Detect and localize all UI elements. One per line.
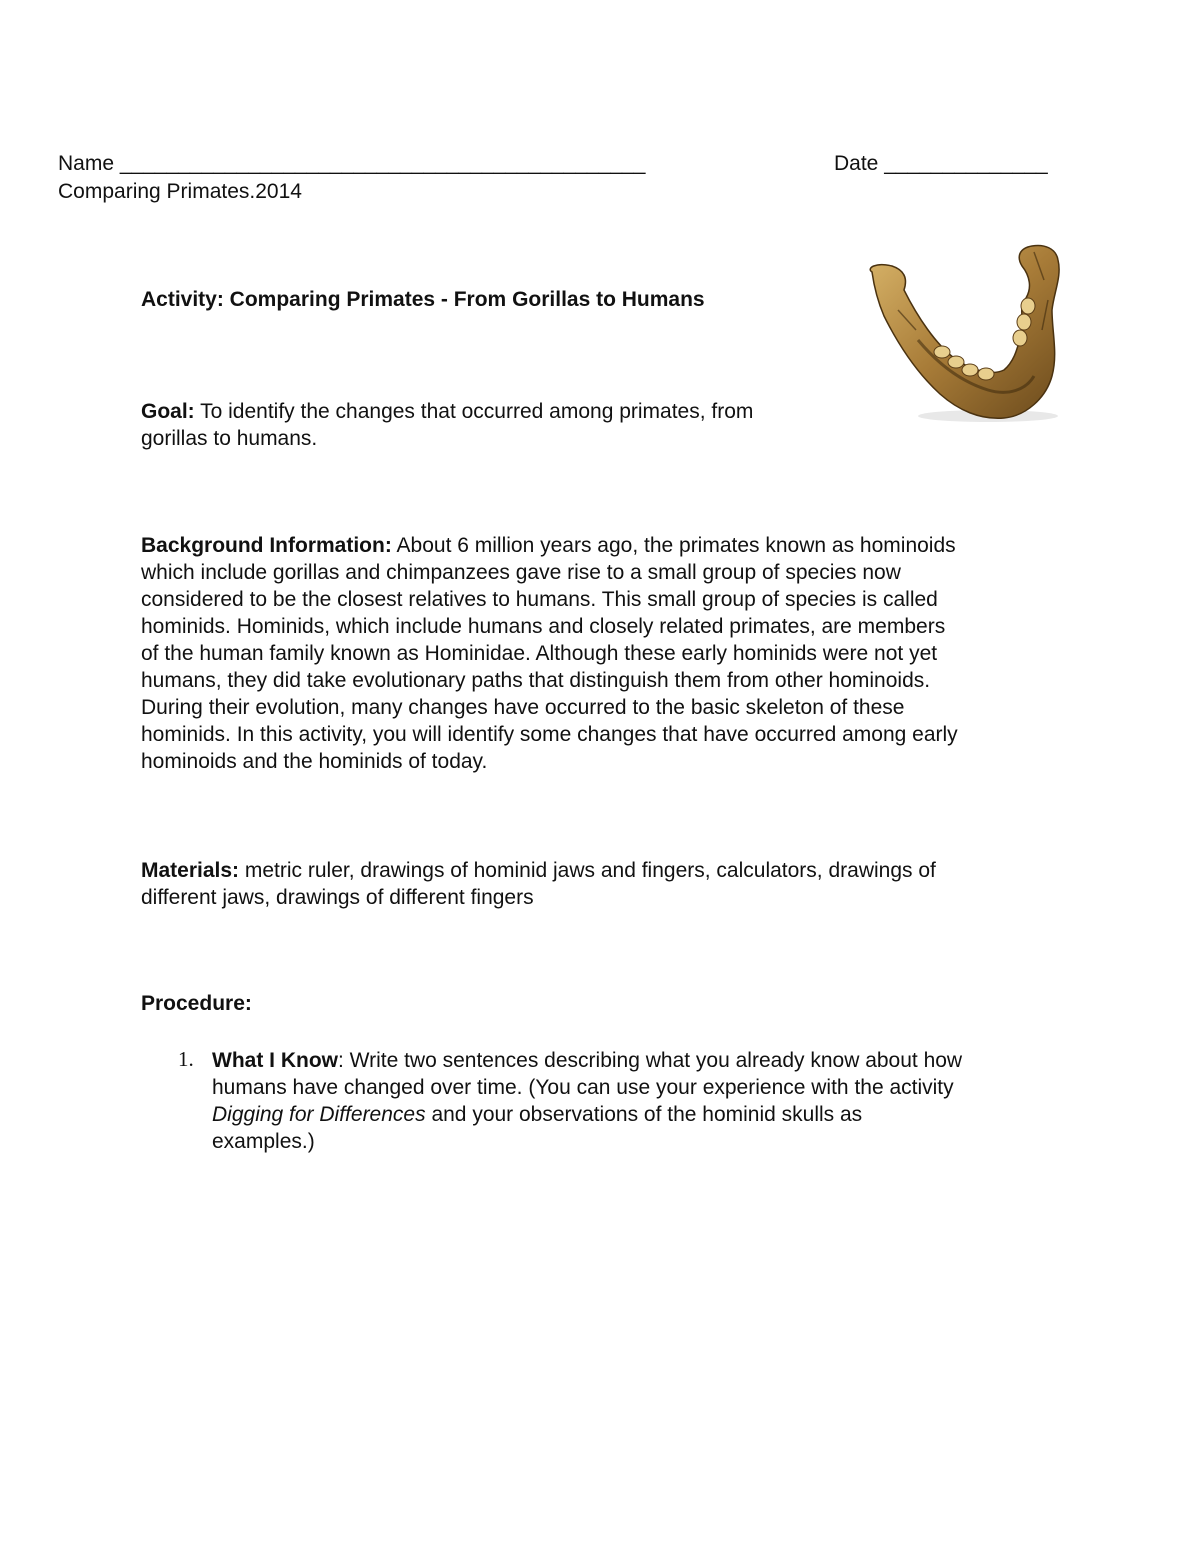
activity-title: Activity: Comparing Primates - From Gorillas to Humans [141,288,705,311]
background-line: which include gorillas and chimpanzees gave rise to a small group of species now [141,561,901,584]
goal-label: Goal: [141,400,195,423]
goal-text-line1: To identify the changes that occurred among primates, from [194,400,754,423]
header-line [58,152,1088,182]
background-line: hominids. In this activity, you will identify some changes that have occurred among early [141,723,958,746]
item-text-line3: and your observations of the hominid skulls as [425,1103,863,1126]
procedure-heading: Procedure: [141,992,252,1015]
background-line: About 6 million years ago, the primates known as hominoids [391,534,956,557]
background-line: During their evolution, many changes have occurred to the basic skeleton of these [141,696,905,719]
background-label: Background Information: [141,534,392,557]
list-number: 1. [178,1047,194,1071]
background-line: of the human family known as Hominidae. Although these early hominids were not yet [141,642,938,665]
document-id: Comparing Primates.2014 [58,180,302,203]
background-section [141,532,1071,775]
fossil-jaw-icon [858,240,1070,430]
item-text-line4: examples.) [212,1130,315,1153]
background-line: hominids. Hominids, which include humans and closely related primates, are members [141,615,946,638]
name-field: Name _____________________________________________ [58,152,646,175]
item-text-line1: : Write two sentences describing what you already know about how [337,1049,963,1072]
date-field: Date ______________ [834,152,1048,175]
goal-text-line2: gorillas to humans. [141,427,318,450]
goal-section [141,398,841,452]
materials-text-line1: metric ruler, drawings of hominid jaws and fingers, calculators, drawings of [239,859,936,882]
background-line: humans, they did take evolutionary paths that distinguish them from other hominoids. [141,669,931,692]
background-line: considered to be the closest relatives to humans. This small group of species is called [141,588,938,611]
materials-text-line2: different jaws, drawings of different fingers [141,886,534,909]
background-line: hominoids and the hominids of today. [141,750,488,773]
item-label: What I Know [212,1049,338,1072]
list-item [212,1047,1072,1155]
materials-section [141,857,1071,911]
activity-reference: Digging for Differences [212,1103,426,1126]
materials-label: Materials: [141,859,240,882]
item-text-line2: humans have changed over time. (You can use your experience with the activity [212,1076,954,1099]
